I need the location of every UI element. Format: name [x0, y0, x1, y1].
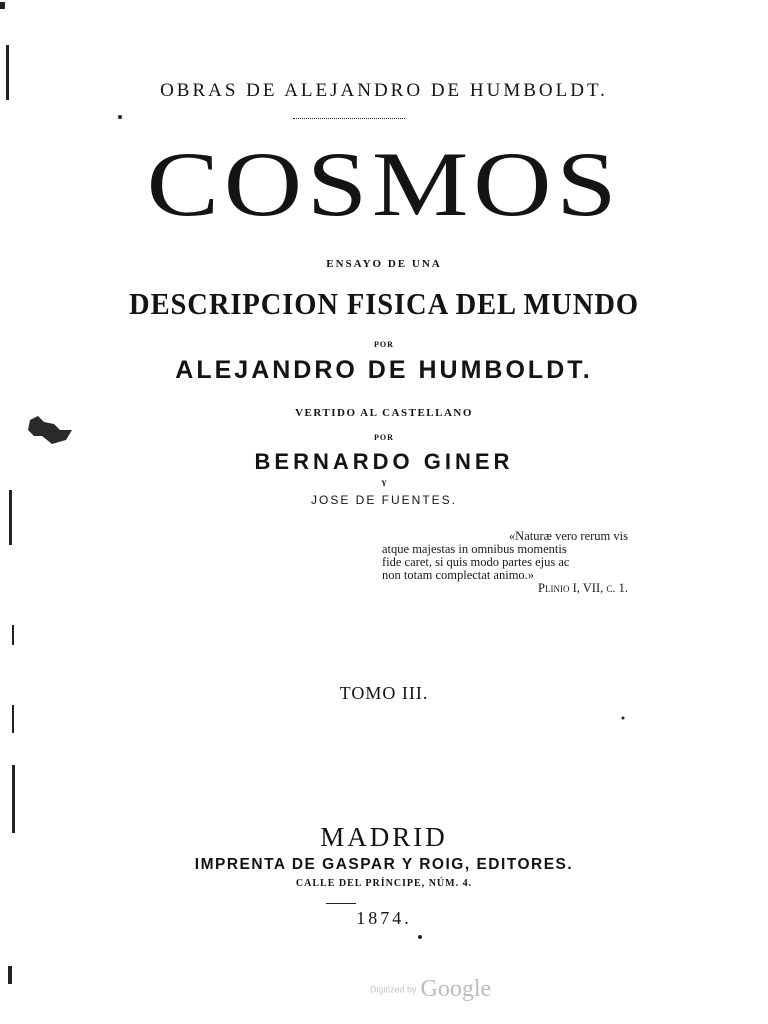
margin-mark	[8, 966, 12, 984]
epigraph-line: non totam complectat animo.»	[382, 568, 535, 582]
google-logo: Google	[420, 976, 492, 1002]
by-label: POR	[374, 340, 394, 349]
imprint-city: MADRID	[320, 822, 448, 852]
conjunction: Y	[381, 479, 387, 488]
speck	[0, 2, 5, 9]
imprint-address: CALLE DEL PRÍNCIPE, NÚM. 4.	[295, 878, 473, 889]
translator-name-1: BERNARDO GINER	[254, 449, 514, 474]
translator-name-2: JOSE DE FUENTES.	[310, 493, 458, 507]
dotted-rule	[293, 118, 405, 119]
subtitle-large: DESCRIPCION FISICA DEL MUNDO	[129, 286, 639, 321]
epigraph	[382, 530, 628, 595]
epigraph-line: atque majestas in omnibus momentis	[382, 542, 567, 556]
imprint-year: 1874.	[356, 908, 412, 928]
speck	[118, 115, 122, 119]
epigraph-line: fide caret, si quis modo partes ejus ac	[382, 555, 570, 569]
volume-label: TOMO III.	[339, 683, 429, 703]
author-name: ALEJANDRO DE HUMBOLDT.	[175, 356, 593, 384]
speck	[418, 935, 422, 939]
epigraph-attribution: Plinio I, VII, c. 1.	[538, 581, 628, 595]
watermark-prefix: Digitized by	[370, 984, 417, 995]
subtitle-small: ENSAYO DE UNA	[326, 258, 442, 270]
imprint-publisher: IMPRENTA DE GASPAR Y ROIG, EDITORES.	[194, 856, 574, 873]
series-heading: OBRAS DE ALEJANDRO DE HUMBOLDT.	[160, 80, 608, 101]
speck	[622, 717, 625, 720]
margin-mark	[12, 705, 14, 733]
epigraph-line: «Naturæ vero rerum vis	[508, 529, 628, 543]
margin-mark	[12, 625, 14, 645]
book-title: COSMOS	[146, 133, 622, 235]
digitization-watermark	[370, 976, 491, 1003]
translation-note: VERTIDO AL CASTELLANO	[295, 407, 473, 419]
by-label-translators: POR	[374, 433, 394, 442]
year-rule	[326, 903, 356, 904]
